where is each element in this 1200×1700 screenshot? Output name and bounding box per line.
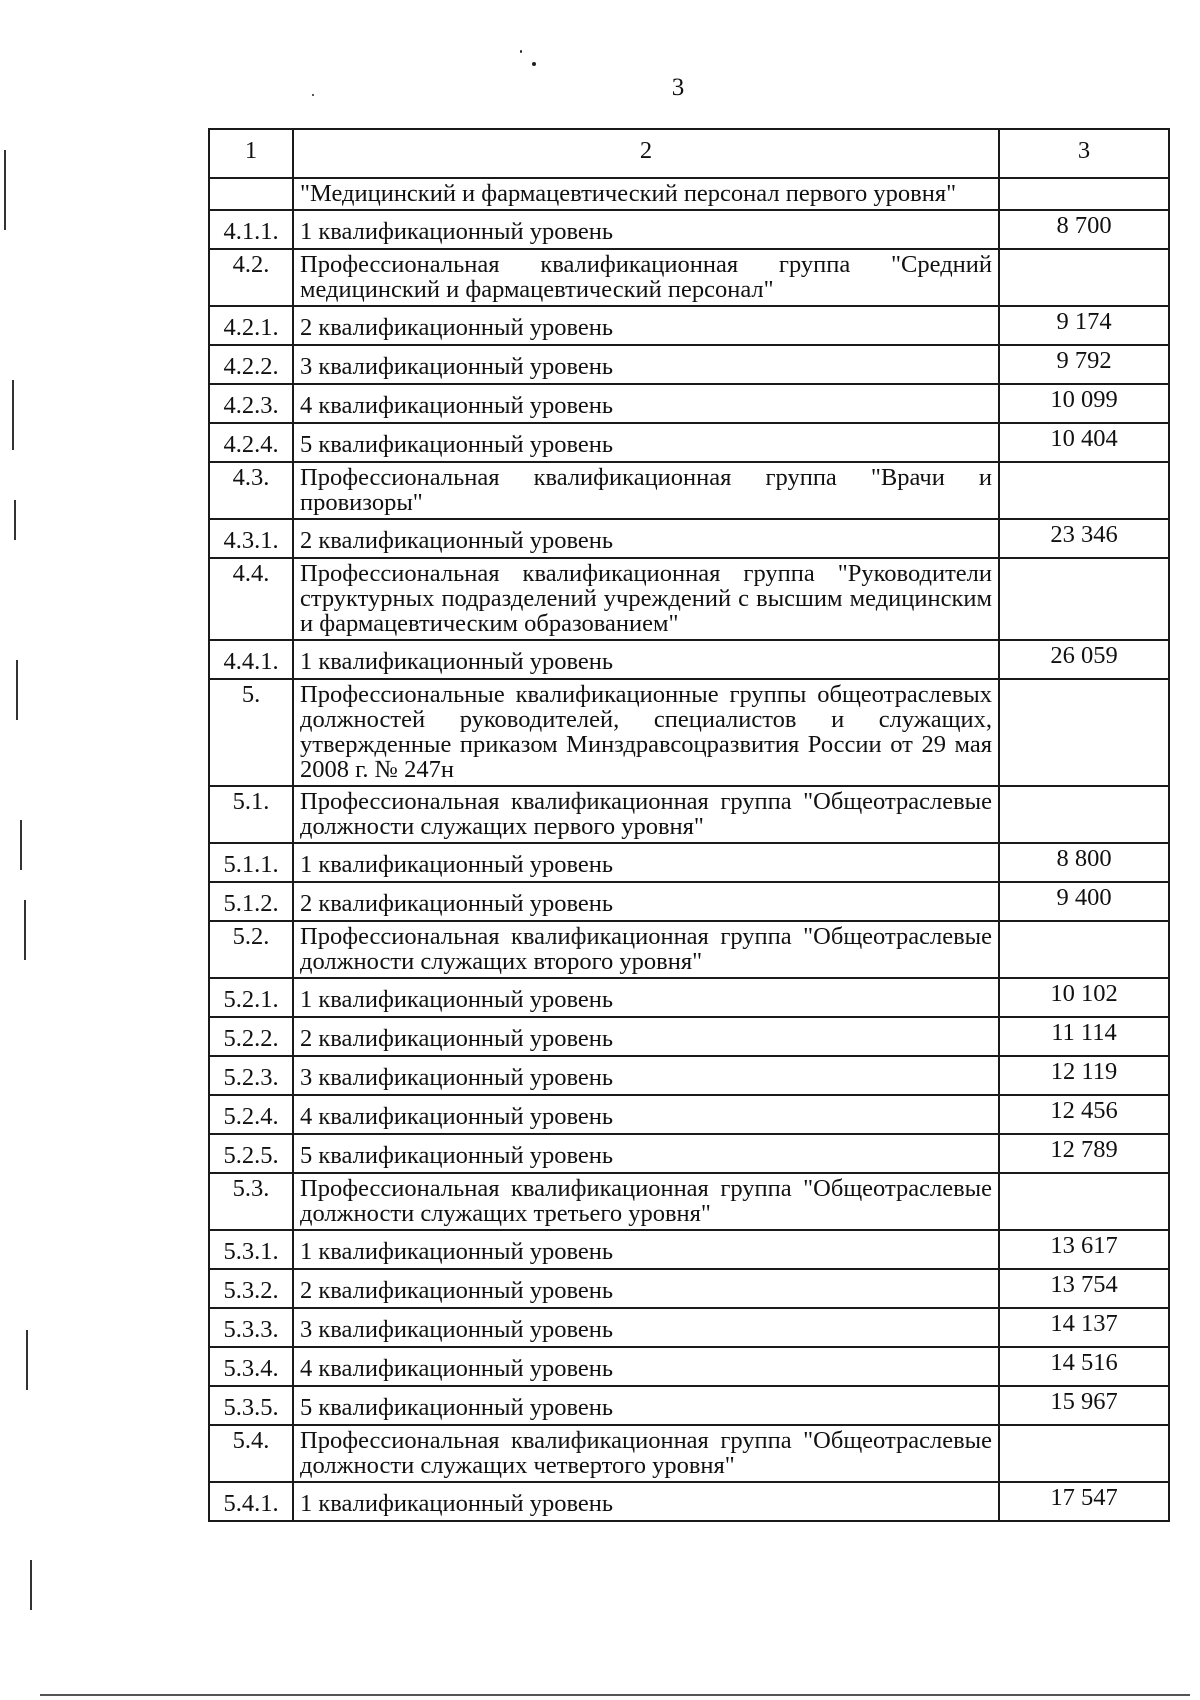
scan-bottom-edge xyxy=(40,1694,1190,1696)
row-number: 4.4. xyxy=(209,558,293,640)
table-row xyxy=(209,640,1169,679)
row-salary-value: 15 967 xyxy=(999,1386,1169,1425)
row-number: 5.3.5. xyxy=(209,1386,293,1425)
row-salary-value xyxy=(999,462,1169,519)
row-number: 4.3. xyxy=(209,462,293,519)
row-description: Профессиональная квалификационная группа "Руководители структурных подразделений учреждений с высшим медицинским и фармацевтическим образованием" xyxy=(293,558,999,640)
scan-edge-mark xyxy=(12,380,14,450)
table-row xyxy=(209,1230,1169,1269)
row-description: Профессиональная квалификационная группа "Врачи и провизоры" xyxy=(293,462,999,519)
table-row xyxy=(209,1482,1169,1521)
column-header: 1 xyxy=(209,129,293,178)
table-row xyxy=(209,1056,1169,1095)
row-number: 5.3.3. xyxy=(209,1308,293,1347)
column-header: 2 xyxy=(293,129,999,178)
row-number: 5.3.2. xyxy=(209,1269,293,1308)
row-salary-value: 13 754 xyxy=(999,1269,1169,1308)
row-number: 5.2.2. xyxy=(209,1017,293,1056)
row-salary-value: 13 617 xyxy=(999,1230,1169,1269)
row-salary-value xyxy=(999,921,1169,978)
row-salary-value xyxy=(999,1173,1169,1230)
row-number: 5.2.3. xyxy=(209,1056,293,1095)
scan-edge-mark xyxy=(16,660,18,720)
table-row xyxy=(209,1347,1169,1386)
row-number: 5.3. xyxy=(209,1173,293,1230)
row-salary-value: 14 516 xyxy=(999,1347,1169,1386)
table-row xyxy=(209,1134,1169,1173)
row-number: 5.4.1. xyxy=(209,1482,293,1521)
column-header: 3 xyxy=(999,129,1169,178)
table-row xyxy=(209,679,1169,786)
row-number: 5.1. xyxy=(209,786,293,843)
row-number: 4.2.4. xyxy=(209,423,293,462)
row-description: 2 квалификационный уровень xyxy=(293,519,999,558)
table-row xyxy=(209,249,1169,306)
row-salary-value: 12 789 xyxy=(999,1134,1169,1173)
table-row xyxy=(209,178,1169,210)
row-number xyxy=(209,178,293,210)
row-description: 3 квалификационный уровень xyxy=(293,1308,999,1347)
row-description: 3 квалификационный уровень xyxy=(293,1056,999,1095)
table-row xyxy=(209,423,1169,462)
row-salary-value: 12 119 xyxy=(999,1056,1169,1095)
row-description: 1 квалификационный уровень xyxy=(293,843,999,882)
table-row xyxy=(209,1173,1169,1230)
table-row xyxy=(209,1425,1169,1482)
row-description: Профессиональные квалификационные группы общеотраслевых должностей руководителей, специалистов и служащих, утвержденные приказом Минздравсоцразвития России от 29 мая 2008 г. № 247н xyxy=(293,679,999,786)
row-description: 2 квалификационный уровень xyxy=(293,1269,999,1308)
qualification-salary-table xyxy=(208,128,1170,1522)
row-salary-value xyxy=(999,679,1169,786)
table-header-row xyxy=(209,129,1169,178)
row-salary-value xyxy=(999,178,1169,210)
row-salary-value: 17 547 xyxy=(999,1482,1169,1521)
table-row xyxy=(209,786,1169,843)
row-salary-value: 14 137 xyxy=(999,1308,1169,1347)
table-row xyxy=(209,1095,1169,1134)
scan-speck xyxy=(532,62,536,66)
table-row xyxy=(209,1308,1169,1347)
row-salary-value: 26 059 xyxy=(999,640,1169,679)
row-description: 1 квалификационный уровень xyxy=(293,978,999,1017)
row-description: 4 квалификационный уровень xyxy=(293,1095,999,1134)
table-row xyxy=(209,1017,1169,1056)
row-salary-value: 11 114 xyxy=(999,1017,1169,1056)
row-description: 3 квалификационный уровень xyxy=(293,345,999,384)
table-row xyxy=(209,558,1169,640)
row-number: 4.2.3. xyxy=(209,384,293,423)
row-description: 1 квалификационный уровень xyxy=(293,1230,999,1269)
row-salary-value: 10 099 xyxy=(999,384,1169,423)
row-salary-value: 8 700 xyxy=(999,210,1169,249)
row-description: 2 квалификационный уровень xyxy=(293,1017,999,1056)
row-salary-value xyxy=(999,249,1169,306)
scan-edge-mark xyxy=(26,1330,28,1390)
row-number: 5.4. xyxy=(209,1425,293,1482)
scan-speck xyxy=(312,94,314,96)
row-salary-value: 23 346 xyxy=(999,519,1169,558)
row-number: 5.2.1. xyxy=(209,978,293,1017)
row-description: 5 квалификационный уровень xyxy=(293,423,999,462)
row-number: 5.1.2. xyxy=(209,882,293,921)
row-number: 4.2.2. xyxy=(209,345,293,384)
table-row xyxy=(209,519,1169,558)
scan-edge-mark xyxy=(4,150,6,230)
row-salary-value: 8 800 xyxy=(999,843,1169,882)
row-salary-value: 9 400 xyxy=(999,882,1169,921)
scan-edge-mark xyxy=(20,820,22,870)
row-description: Профессиональная квалификационная группа "Средний медицинский и фармацевтический персонал" xyxy=(293,249,999,306)
row-salary-value: 10 102 xyxy=(999,978,1169,1017)
row-salary-value: 10 404 xyxy=(999,423,1169,462)
row-description: Профессиональная квалификационная группа "Общеотраслевые должности служащих третьего уровня" xyxy=(293,1173,999,1230)
table-row xyxy=(209,306,1169,345)
row-salary-value xyxy=(999,558,1169,640)
row-number: 5.2.5. xyxy=(209,1134,293,1173)
table-row xyxy=(209,1269,1169,1308)
row-number: 5.2.4. xyxy=(209,1095,293,1134)
row-number: 4.3.1. xyxy=(209,519,293,558)
table-row xyxy=(209,978,1169,1017)
row-description: 1 квалификационный уровень xyxy=(293,640,999,679)
row-description: 5 квалификационный уровень xyxy=(293,1386,999,1425)
row-salary-value: 9 792 xyxy=(999,345,1169,384)
table-row xyxy=(209,384,1169,423)
table-row xyxy=(209,210,1169,249)
scan-speck xyxy=(520,50,522,53)
table-row xyxy=(209,921,1169,978)
row-description: 4 квалификационный уровень xyxy=(293,384,999,423)
table-row xyxy=(209,882,1169,921)
row-number: 4.2. xyxy=(209,249,293,306)
row-description: 4 квалификационный уровень xyxy=(293,1347,999,1386)
row-description: 5 квалификационный уровень xyxy=(293,1134,999,1173)
table-row xyxy=(209,345,1169,384)
row-number: 5.3.1. xyxy=(209,1230,293,1269)
row-salary-value xyxy=(999,1425,1169,1482)
row-description: Профессиональная квалификационная группа "Общеотраслевые должности служащих четвертого уровня" xyxy=(293,1425,999,1482)
row-number: 5. xyxy=(209,679,293,786)
scan-edge-mark xyxy=(30,1560,32,1610)
row-number: 4.4.1. xyxy=(209,640,293,679)
row-description: Профессиональная квалификационная группа "Общеотраслевые должности служащих второго уровня" xyxy=(293,921,999,978)
row-number: 5.3.4. xyxy=(209,1347,293,1386)
row-salary-value xyxy=(999,786,1169,843)
row-description: 1 квалификационный уровень xyxy=(293,1482,999,1521)
row-description: "Медицинский и фармацевтический персонал первого уровня" xyxy=(293,178,999,210)
row-number: 5.2. xyxy=(209,921,293,978)
row-number: 5.1.1. xyxy=(209,843,293,882)
row-number: 4.1.1. xyxy=(209,210,293,249)
table-row xyxy=(209,462,1169,519)
row-description: 1 квалификационный уровень xyxy=(293,210,999,249)
row-salary-value: 12 456 xyxy=(999,1095,1169,1134)
row-number: 4.2.1. xyxy=(209,306,293,345)
table-row xyxy=(209,1386,1169,1425)
row-salary-value: 9 174 xyxy=(999,306,1169,345)
row-description: Профессиональная квалификационная группа "Общеотраслевые должности служащих первого уровня" xyxy=(293,786,999,843)
row-description: 2 квалификационный уровень xyxy=(293,882,999,921)
scan-edge-mark xyxy=(24,900,26,960)
page-number: 3 xyxy=(671,74,685,101)
table-row xyxy=(209,843,1169,882)
scan-edge-mark xyxy=(14,500,16,540)
row-description: 2 квалификационный уровень xyxy=(293,306,999,345)
